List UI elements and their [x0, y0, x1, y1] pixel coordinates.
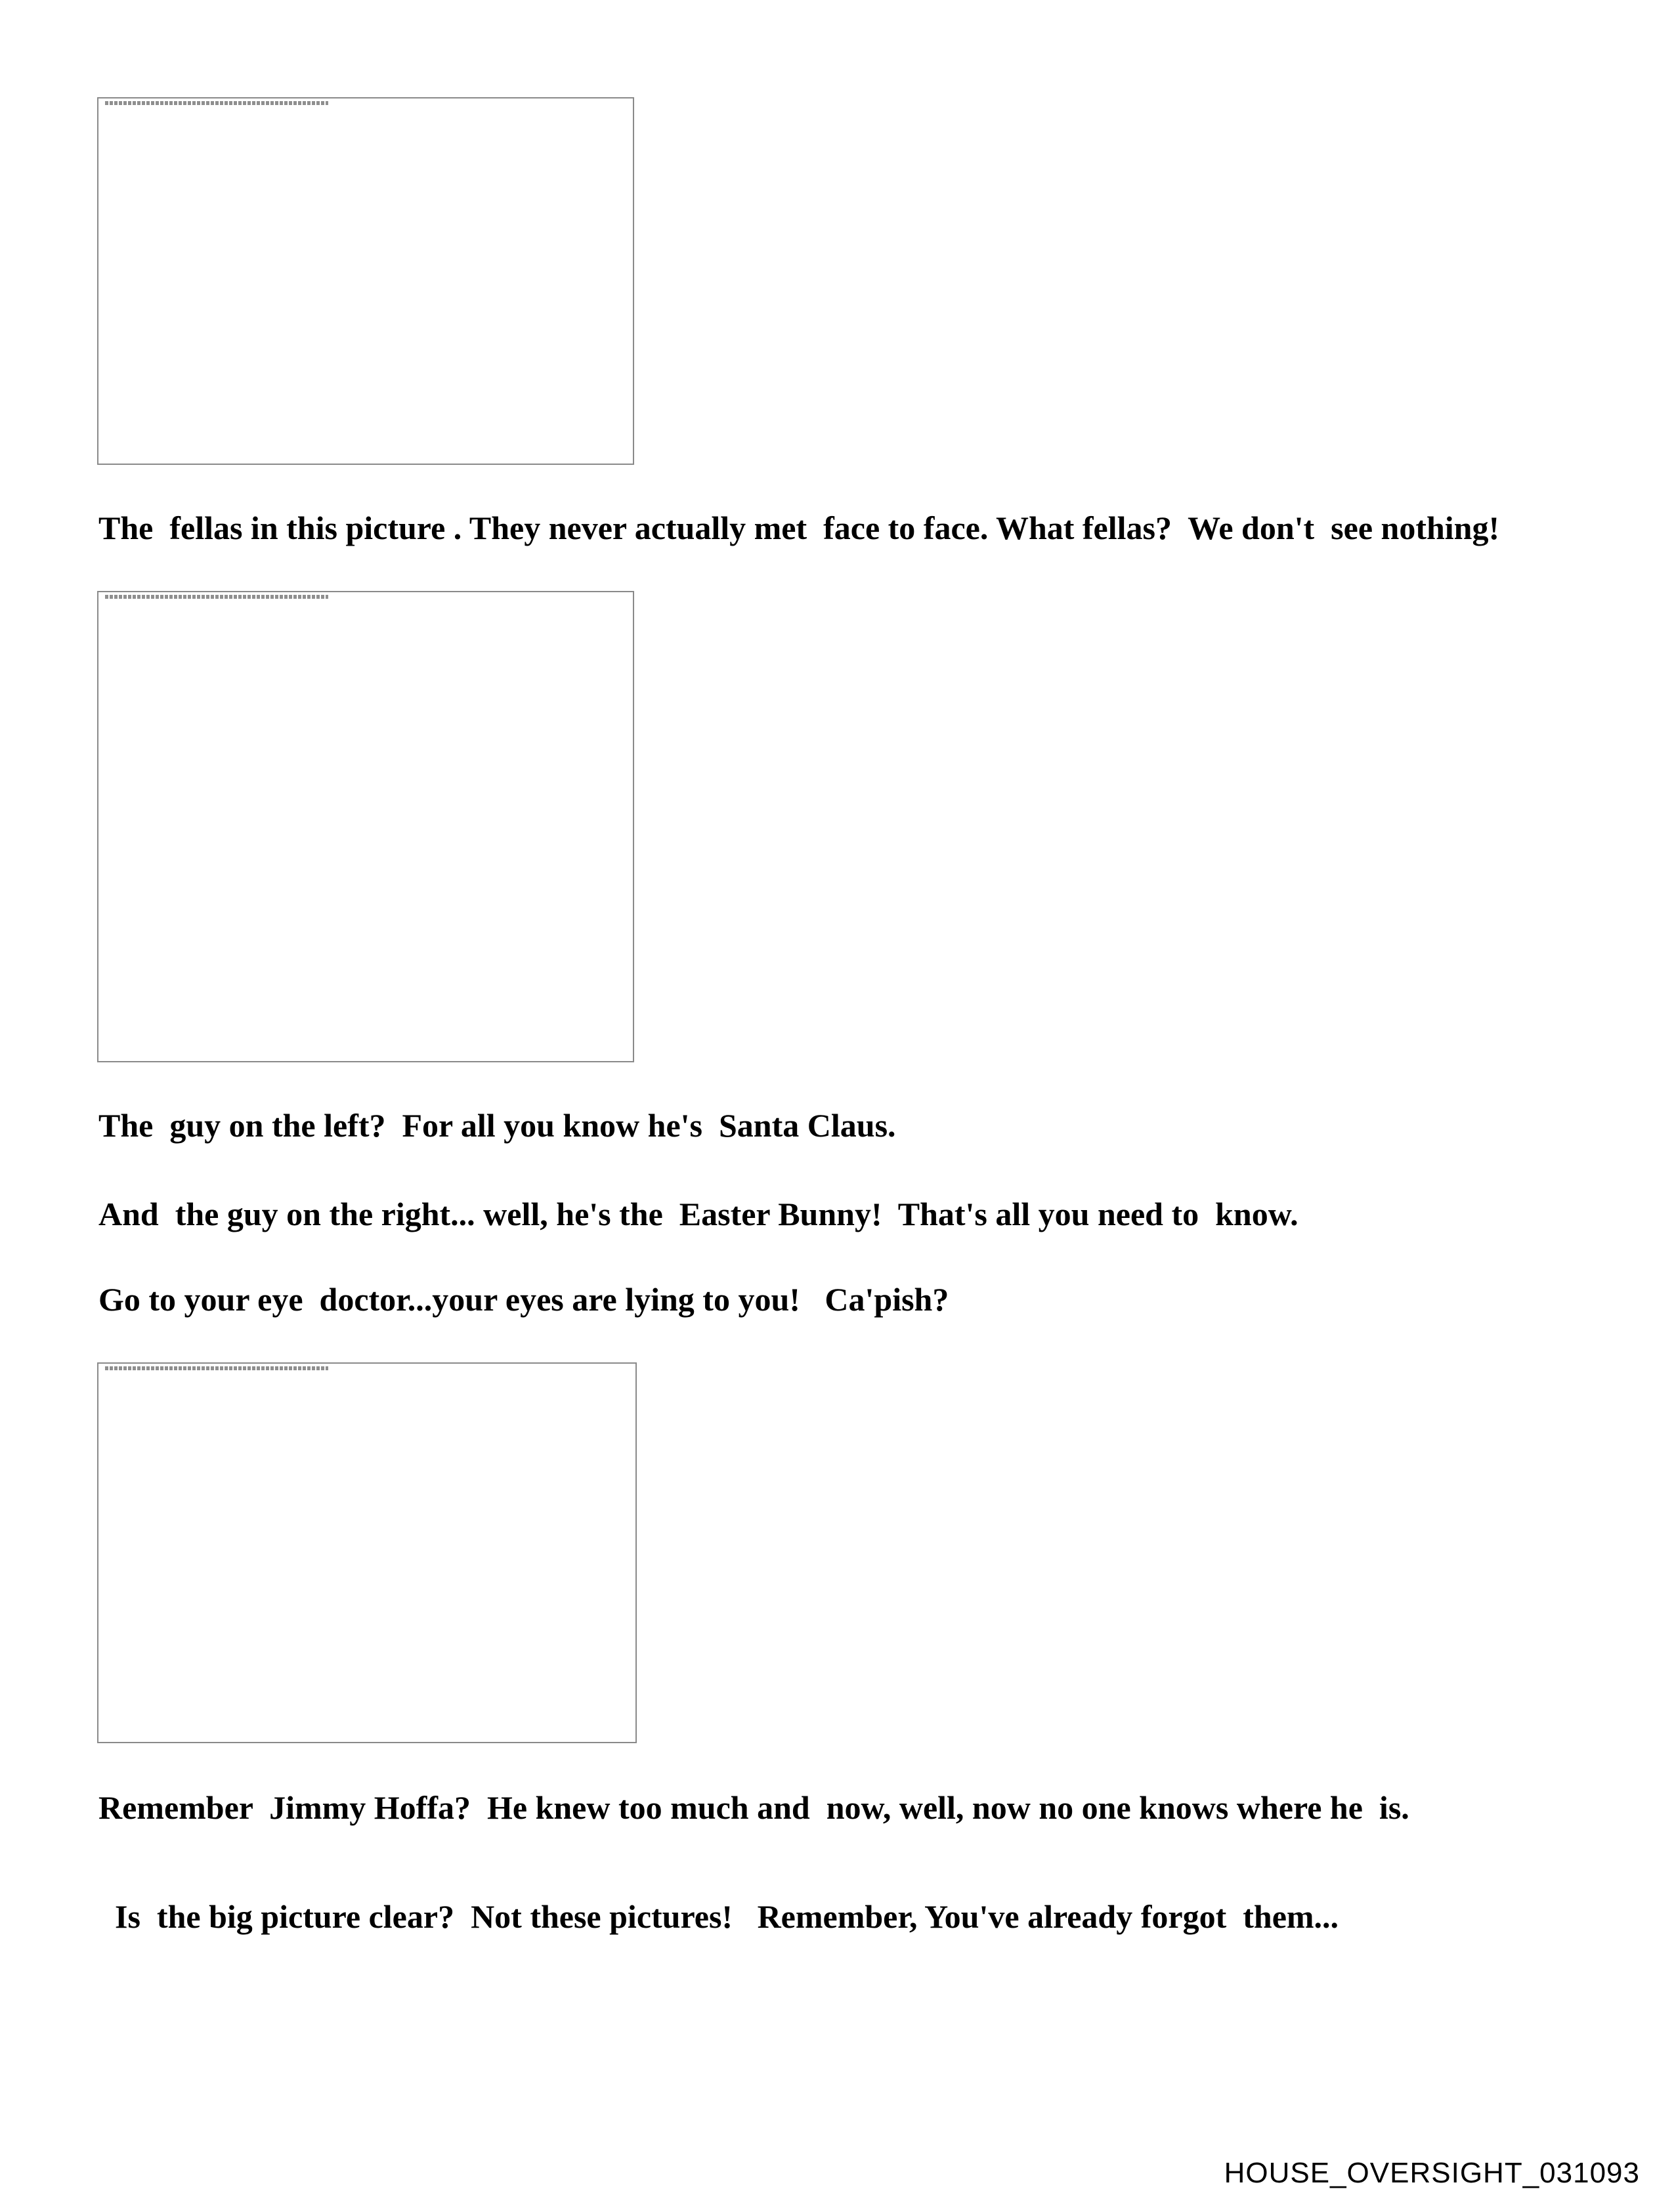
image-placeholder-2	[97, 591, 634, 1062]
paragraph-hoffa: Remember Jimmy Hoffa? He knew too much and now, well, now no one knows where he is.	[98, 1789, 1409, 1826]
paragraph-eye-doctor: Go to your eye doctor...your eyes are lying to you! Ca'pish?	[98, 1281, 949, 1318]
paragraph-big-picture: Is the big picture clear? Not these pictures! Remember, You've already forgot them...	[98, 1898, 1339, 1935]
paragraph-santa: The guy on the left? For all you know he's Santa Claus.	[98, 1107, 896, 1144]
image-placeholder-caption-1	[105, 101, 328, 105]
paragraph-fellas: The fellas in this picture . They never actually met face to face. What fellas? We don't see nothing!	[98, 510, 1500, 546]
image-placeholder-1	[97, 97, 634, 465]
bates-number: HOUSE_OVERSIGHT_031093	[1224, 2157, 1640, 2189]
image-placeholder-caption-3	[105, 1366, 328, 1370]
image-placeholder-caption-2	[105, 595, 328, 599]
image-placeholder-3	[97, 1362, 637, 1743]
paragraph-easter-bunny: And the guy on the right... well, he's the Easter Bunny! That's all you need to know.	[98, 1196, 1298, 1232]
